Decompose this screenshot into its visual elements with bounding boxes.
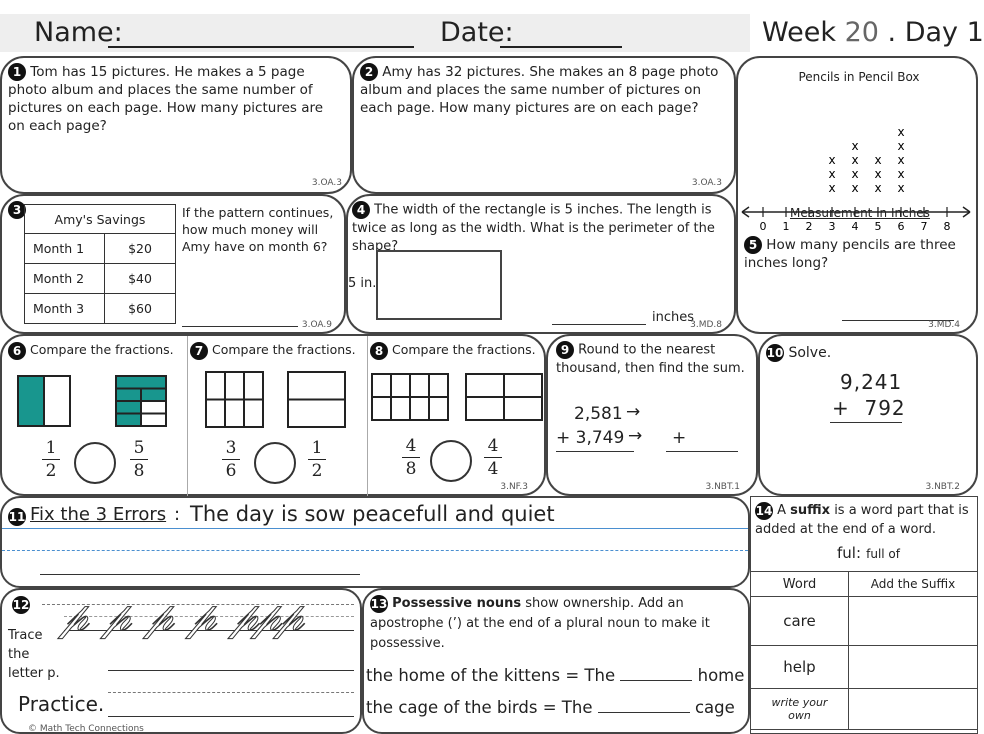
addend-a: 9,241 (840, 370, 903, 394)
question-14 (755, 501, 973, 539)
number-badge: 14 (755, 503, 773, 518)
question-8-text: Compare the fractions. (391, 342, 536, 357)
question-9-text: Round to the nearest thousand, then find the sum. (556, 342, 745, 376)
question-1-box (0, 56, 352, 194)
month-cell: Month 2 (25, 264, 105, 294)
data-mark: x (874, 153, 882, 167)
suffix: ful: (837, 544, 862, 562)
colon: : (174, 504, 181, 525)
fraction-b (308, 438, 326, 481)
data-mark: x (851, 181, 859, 195)
day-label: . Day 1 (887, 17, 984, 48)
addend-b: + 3,749 (556, 428, 625, 448)
suffix-table (750, 571, 978, 730)
data-mark: x (874, 181, 882, 195)
answer-line[interactable] (666, 451, 738, 452)
date-label: Date: (440, 17, 514, 48)
number-badge: 5 (744, 236, 762, 254)
fix-errors-label: Fix the 3 Errors (30, 504, 167, 525)
tick-label: 4 (851, 220, 859, 233)
data-mark: x (851, 153, 859, 167)
standard-label: 3.MD.8 (690, 320, 722, 330)
error-sentence: The day is sow peacefull and quiet (190, 502, 555, 526)
standard-label: 3.NF.3 (500, 482, 528, 492)
question-1 (8, 63, 342, 135)
plot-title: Pencils in Pencil Box (798, 70, 920, 84)
practice-label: Practice. (18, 692, 105, 716)
trace-letter: 𝓅 (145, 594, 188, 640)
standard-label: 3.OA.9 (301, 320, 332, 330)
question-11-box (0, 496, 750, 588)
trace-letter: 𝓅 (102, 594, 146, 640)
numerator: 1 (311, 438, 323, 458)
table-title: Amy's Savings (25, 205, 176, 234)
data-mark: x (897, 139, 905, 153)
trace-letter: 𝓅 (187, 594, 231, 640)
denominator: 8 (133, 461, 145, 481)
date-line[interactable] (500, 46, 622, 48)
tick-label: 3 (828, 220, 836, 233)
number-badge: 2 (360, 63, 378, 81)
table-row (25, 294, 176, 324)
standard-label: 3.OA.3 (691, 178, 722, 188)
data-mark: x (828, 153, 836, 167)
table-row (751, 597, 978, 646)
table-header-row (751, 572, 978, 597)
tick-label: 1 (782, 220, 790, 233)
possessive-line-2 (366, 698, 735, 717)
word-cell: care (751, 597, 849, 646)
prompt-1-end: home (697, 666, 745, 685)
column-header-suffix: Add the Suffix (849, 572, 978, 597)
fraction-a (402, 436, 420, 479)
compare-circle[interactable] (254, 442, 296, 484)
trace-letter: 𝓅 (60, 594, 103, 640)
denominator: 4 (487, 459, 499, 479)
answer-cell[interactable] (849, 689, 978, 730)
divider (367, 336, 368, 496)
prompt-2-end: cage (694, 698, 735, 717)
number-badge: 7 (190, 342, 208, 360)
question-12-box (0, 588, 362, 734)
numerator: 3 (225, 438, 237, 458)
tick-label: 7 (920, 220, 928, 233)
arrow-icon: → (628, 426, 643, 446)
question-7-text: Compare the fractions. (211, 342, 356, 357)
sum-line (830, 422, 902, 423)
word-cell: help (751, 646, 849, 689)
line-plot-box (736, 56, 978, 334)
fraction-b (130, 438, 148, 481)
divider (187, 336, 188, 496)
fraction-a (42, 438, 60, 481)
trace-letters[interactable] (60, 594, 318, 640)
number-badge: 8 (370, 342, 388, 360)
answer-blank-2[interactable] (598, 712, 690, 713)
tick-label: 2 (805, 220, 813, 233)
data-mark: x (897, 125, 905, 139)
number-badge: 9 (556, 341, 574, 359)
month-cell: Month 3 (25, 294, 105, 324)
question-2-text: Amy has 32 pictures. She makes an 8 page photo album and places the same number of pictures on each page. How many pictures are on each page? (360, 64, 719, 116)
amount-cell: $40 (105, 264, 176, 294)
denominator: 2 (45, 461, 57, 481)
question-4-box (346, 194, 736, 334)
question-6 (8, 341, 174, 360)
practice-midline (108, 692, 354, 693)
question-5 (744, 236, 968, 272)
compare-circle[interactable] (430, 440, 472, 482)
prompt-2: the cage of the birds = The (366, 698, 593, 717)
suffix-term: suffix (790, 503, 831, 518)
tick-label: 8 (943, 220, 951, 233)
practice-baseline[interactable] (108, 716, 354, 717)
addend-b: + 792 (832, 396, 906, 420)
savings-table (24, 204, 176, 324)
own-word-cell[interactable]: write your own (751, 689, 849, 730)
table-row (25, 234, 176, 264)
fraction-models-7 (204, 370, 354, 430)
question-13 (370, 594, 738, 654)
number-badge: 12 (12, 598, 30, 612)
answer-line[interactable] (552, 324, 646, 325)
data-mark: x (828, 167, 836, 181)
prompt-1: the home of the kittens = The (366, 666, 616, 685)
number-badge: 4 (352, 201, 370, 219)
question-2-box (352, 56, 736, 194)
trace-letter: 𝓅 (252, 594, 276, 640)
table-row (751, 689, 978, 730)
data-mark: x (897, 181, 905, 195)
question-10-text: Solve. (788, 345, 832, 361)
answer-cell[interactable] (849, 597, 978, 646)
copyright: © Math Tech Connections (28, 724, 144, 734)
question-10-box (758, 334, 978, 496)
week-number: 20 (844, 17, 879, 48)
data-mark: x (828, 181, 836, 195)
number-badge: 1 (8, 63, 26, 81)
trace-letter: 𝓅 (275, 594, 318, 640)
tick-label: 5 (874, 220, 882, 233)
question-13-box (362, 588, 750, 734)
fraction-b (484, 436, 502, 479)
sum-line (556, 451, 634, 452)
writing-midline (2, 550, 748, 551)
month-cell: Month 1 (25, 234, 105, 264)
number-badge: 11 (8, 510, 26, 524)
question-6-text: Compare the fractions. (29, 342, 174, 357)
fraction-a (222, 438, 240, 481)
question-8 (370, 341, 536, 360)
plus-sign: + (672, 428, 687, 448)
data-mark: x (851, 167, 859, 181)
answer-line[interactable] (40, 574, 360, 575)
name-label: Name: (34, 17, 123, 48)
denominator: 8 (405, 459, 417, 479)
unit-label: inches (652, 310, 695, 325)
amount-cell: $20 (105, 234, 176, 264)
number-badge: 3 (8, 201, 26, 219)
tick-label: 0 (759, 220, 767, 233)
line-plot (738, 86, 980, 233)
answer-blank-1[interactable] (620, 680, 692, 681)
rectangle (376, 250, 502, 320)
standard-label: 3.OA.3 (311, 178, 342, 188)
number-badge: 6 (8, 342, 26, 360)
data-mark: x (874, 167, 882, 181)
week-heading (762, 17, 984, 48)
suffix-definition (837, 543, 900, 562)
answer-line[interactable] (182, 326, 298, 327)
standard-label: 3.NBT.1 (705, 482, 740, 492)
column-header-word: Word (751, 572, 849, 597)
practice-top-line (108, 670, 354, 671)
width-label: 5 in. (348, 276, 377, 291)
suffix-meaning: full of (866, 547, 900, 561)
answer-cell[interactable] (849, 646, 978, 689)
fraction-models-8 (370, 372, 546, 424)
table-row (751, 646, 978, 689)
plot-xlabel: Measurement in Inches (790, 206, 930, 220)
numerator: 4 (487, 436, 499, 456)
question-14-pre: A (777, 503, 791, 518)
question-9 (556, 341, 754, 378)
numerator: 4 (405, 436, 417, 456)
data-mark: x (897, 167, 905, 181)
numerator: 1 (45, 438, 57, 458)
question-10 (766, 344, 831, 362)
question-2 (360, 63, 722, 117)
question-3-box (0, 194, 346, 334)
standard-label: 3.NBT.2 (925, 482, 960, 492)
addend-a: 2,581 (574, 404, 623, 424)
number-badge: 13 (370, 596, 388, 611)
question-1-text: Tom has 15 pictures. He makes a 5 page photo album and places the same number of pictures on each page. How many pictures are on each page? (8, 64, 324, 134)
question-5-text: How many pencils are three inches long? (744, 237, 956, 271)
trace-letter: 𝓅 (230, 594, 253, 640)
standard-label: 3.MD.4 (928, 320, 960, 330)
table-row (25, 264, 176, 294)
possessive-heading: Possessive nouns (392, 596, 522, 611)
amount-cell: $60 (105, 294, 176, 324)
fractions-box (0, 334, 546, 496)
trace-instruction: Trace the letter p. (8, 628, 60, 681)
denominator: 6 (225, 461, 237, 481)
number-badge: 10 (766, 346, 784, 360)
fraction-models-6 (16, 374, 176, 430)
question-4 (352, 201, 732, 256)
question-14-box (750, 496, 978, 734)
denominator: 2 (311, 461, 323, 481)
numerator: 5 (133, 438, 145, 458)
question-4-text: The width of the rectangle is 5 inches. The length is twice as long as the width. What is the perimeter of the shape? (352, 202, 715, 254)
writing-line (2, 528, 748, 529)
data-mark: x (851, 139, 859, 153)
arrow-icon: → (626, 402, 641, 422)
question-3-text: If the pattern continues, how much money will Amy have on month 6? (182, 205, 334, 254)
name-line[interactable] (108, 46, 414, 48)
data-mark: x (897, 153, 905, 167)
compare-circle[interactable] (74, 442, 116, 484)
tick-label: 6 (897, 220, 905, 233)
question-13-text: show ownership. Add an apostrophe (’) at the end of a plural noun to make it possessive. (370, 596, 710, 651)
question-14-text: is a word part that is added at the end of a word. (755, 503, 969, 537)
question-9-box (546, 334, 758, 496)
question-7 (190, 341, 356, 360)
possessive-line-1 (366, 666, 744, 685)
week-label: Week (762, 17, 836, 48)
